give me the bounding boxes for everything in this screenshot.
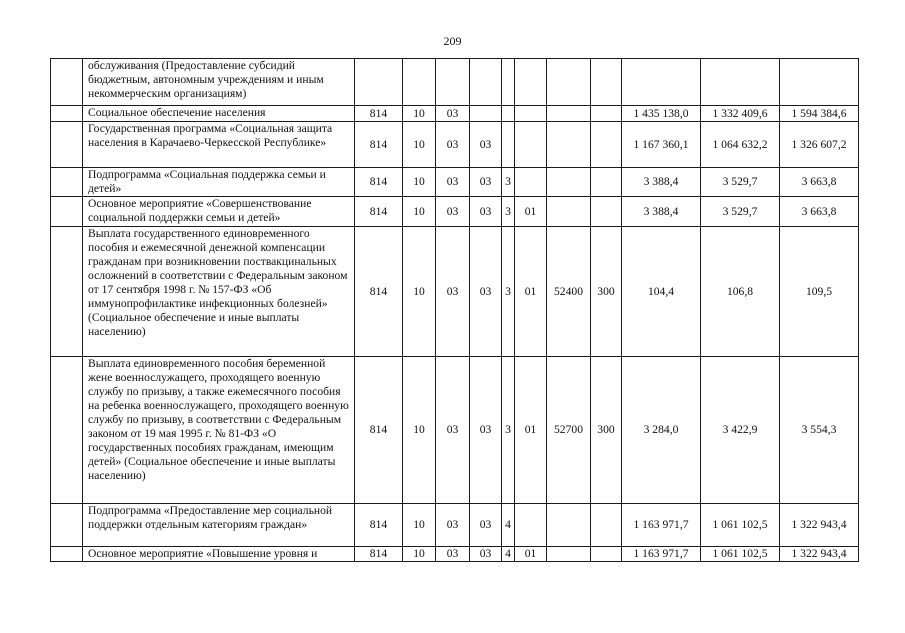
amount-year-3: 1 594 384,6	[780, 106, 859, 122]
program-code	[470, 106, 502, 122]
main-activity-code: 01	[515, 547, 547, 562]
amount-year-1: 3 284,0	[622, 357, 701, 504]
main-activity-code	[515, 106, 547, 122]
subprogram-code: 4	[502, 547, 515, 562]
ved-code	[355, 59, 403, 106]
table-row	[51, 504, 859, 547]
page-number: 209	[443, 34, 462, 48]
program-code: 03	[470, 122, 502, 168]
amount-year-1: 1 163 971,7	[622, 504, 701, 547]
ved-code: 814	[355, 504, 403, 547]
row-name: Выплата единовременного пособия беременной жене военнослужащего, проходящего военную службу по призыву, а также ежемесячного пособия на ребенка военнослужащего, проходящего военную службу по призыву, в соответствии с Федеральным законом от 19 мая 1995 г. № 81-ФЗ «О государственных пособиях гражданам, имеющим детей» (Социальное обеспечение и иные выплаты населению)	[83, 357, 355, 504]
main-activity-code: 01	[515, 357, 547, 504]
amount-year-3: 3 663,8	[780, 197, 859, 227]
main-activity-code	[515, 122, 547, 168]
row-name: Государственная программа «Социальная защита населения в Карачаево-Черкесской Республике»	[83, 122, 355, 168]
table-row	[51, 59, 859, 106]
direction-code	[547, 168, 591, 197]
amount-year-3: 1 322 943,4	[780, 547, 859, 562]
amount-year-3: 1 322 943,4	[780, 504, 859, 547]
subprogram-code	[502, 106, 515, 122]
row-margin-cell	[51, 227, 83, 357]
direction-code	[547, 197, 591, 227]
amount-year-1: 1 435 138,0	[622, 106, 701, 122]
row-margin-cell	[51, 357, 83, 504]
row-margin-cell	[51, 504, 83, 547]
amount-year-2: 3 529,7	[701, 168, 780, 197]
subsection-code: 03	[436, 168, 470, 197]
section-code: 10	[403, 122, 436, 168]
direction-code: 52700	[547, 357, 591, 504]
budget-table	[50, 58, 859, 562]
expense-type-code	[591, 197, 622, 227]
row-margin-cell	[51, 197, 83, 227]
row-name: Социальное обеспечение населения	[83, 106, 355, 122]
table-row	[51, 122, 859, 168]
row-name: Подпрограмма «Социальная поддержка семьи и детей»	[83, 168, 355, 197]
amount-year-3	[780, 59, 859, 106]
subsection-code: 03	[436, 504, 470, 547]
row-margin-cell	[51, 59, 83, 106]
program-code	[470, 59, 502, 106]
table-row	[51, 357, 859, 504]
expense-type-code	[591, 59, 622, 106]
section-code: 10	[403, 227, 436, 357]
subprogram-code: 3	[502, 357, 515, 504]
section-code: 10	[403, 547, 436, 562]
subprogram-code: 3	[502, 227, 515, 357]
amount-year-1: 1 167 360,1	[622, 122, 701, 168]
amount-year-2: 1 061 102,5	[701, 504, 780, 547]
expense-type-code	[591, 122, 622, 168]
section-code: 10	[403, 504, 436, 547]
subsection-code: 03	[436, 106, 470, 122]
section-code: 10	[403, 357, 436, 504]
amount-year-1	[622, 59, 701, 106]
subprogram-code	[502, 59, 515, 106]
direction-code	[547, 59, 591, 106]
row-name: Основное мероприятие «Повышение уровня и	[83, 547, 355, 562]
direction-code	[547, 106, 591, 122]
direction-code	[547, 504, 591, 547]
program-code: 03	[470, 547, 502, 562]
amount-year-2: 3 422,9	[701, 357, 780, 504]
program-code: 03	[470, 168, 502, 197]
expense-type-code	[591, 106, 622, 122]
section-code: 10	[403, 168, 436, 197]
section-code: 10	[403, 106, 436, 122]
main-activity-code	[515, 168, 547, 197]
subprogram-code: 4	[502, 504, 515, 547]
subsection-code: 03	[436, 357, 470, 504]
section-code: 10	[403, 197, 436, 227]
subsection-code: 03	[436, 227, 470, 357]
amount-year-3: 3 554,3	[780, 357, 859, 504]
table-row	[51, 168, 859, 197]
ved-code: 814	[355, 547, 403, 562]
subsection-code: 03	[436, 547, 470, 562]
ved-code: 814	[355, 168, 403, 197]
ved-code: 814	[355, 106, 403, 122]
row-name: Подпрограмма «Предоставление мер социальной поддержки отдельным категориям граждан»	[83, 504, 355, 547]
ved-code: 814	[355, 357, 403, 504]
subprogram-code	[502, 122, 515, 168]
row-margin-cell	[51, 547, 83, 562]
amount-year-1: 3 388,4	[622, 197, 701, 227]
amount-year-3: 3 663,8	[780, 168, 859, 197]
amount-year-2	[701, 59, 780, 106]
program-code: 03	[470, 197, 502, 227]
ved-code: 814	[355, 122, 403, 168]
main-activity-code: 01	[515, 227, 547, 357]
amount-year-1: 1 163 971,7	[622, 547, 701, 562]
table-row	[51, 197, 859, 227]
expense-type-code: 300	[591, 357, 622, 504]
section-code	[403, 59, 436, 106]
expense-type-code	[591, 168, 622, 197]
main-activity-code	[515, 59, 547, 106]
amount-year-2: 106,8	[701, 227, 780, 357]
table-row	[51, 547, 859, 562]
direction-code: 52400	[547, 227, 591, 357]
subsection-code: 03	[436, 122, 470, 168]
amount-year-1: 104,4	[622, 227, 701, 357]
amount-year-2: 3 529,7	[701, 197, 780, 227]
program-code: 03	[470, 357, 502, 504]
table-row	[51, 106, 859, 122]
ved-code: 814	[355, 227, 403, 357]
amount-year-1: 3 388,4	[622, 168, 701, 197]
program-code: 03	[470, 504, 502, 547]
direction-code	[547, 547, 591, 562]
amount-year-2: 1 061 102,5	[701, 547, 780, 562]
ved-code: 814	[355, 197, 403, 227]
amount-year-3: 1 326 607,2	[780, 122, 859, 168]
row-margin-cell	[51, 122, 83, 168]
main-activity-code: 01	[515, 197, 547, 227]
amount-year-2: 1 332 409,6	[701, 106, 780, 122]
row-name: обслуживания (Предоставление субсидий бюджетным, автономным учреждениям и иным некоммерческим организациям)	[83, 59, 355, 106]
subsection-code: 03	[436, 197, 470, 227]
main-activity-code	[515, 504, 547, 547]
row-margin-cell	[51, 106, 83, 122]
row-name: Выплата государственного единовременного пособия и ежемесячной денежной компенсации гражданам при возникновении поствакцинальных осложнений в соответствии с Федеральным законом от 17 сентября 1998 г. № 157-ФЗ «Об иммунопрофилактике инфекционных болезней» (Социальное обеспечение и иные выплаты населению)	[83, 227, 355, 357]
table-row	[51, 227, 859, 357]
subprogram-code: 3	[502, 168, 515, 197]
row-margin-cell	[51, 168, 83, 197]
expense-type-code	[591, 547, 622, 562]
subprogram-code: 3	[502, 197, 515, 227]
expense-type-code	[591, 504, 622, 547]
amount-year-2: 1 064 632,2	[701, 122, 780, 168]
expense-type-code: 300	[591, 227, 622, 357]
program-code: 03	[470, 227, 502, 357]
row-name: Основное мероприятие «Совершенствование социальной поддержки семьи и детей»	[83, 197, 355, 227]
direction-code	[547, 122, 591, 168]
amount-year-3: 109,5	[780, 227, 859, 357]
subsection-code	[436, 59, 470, 106]
